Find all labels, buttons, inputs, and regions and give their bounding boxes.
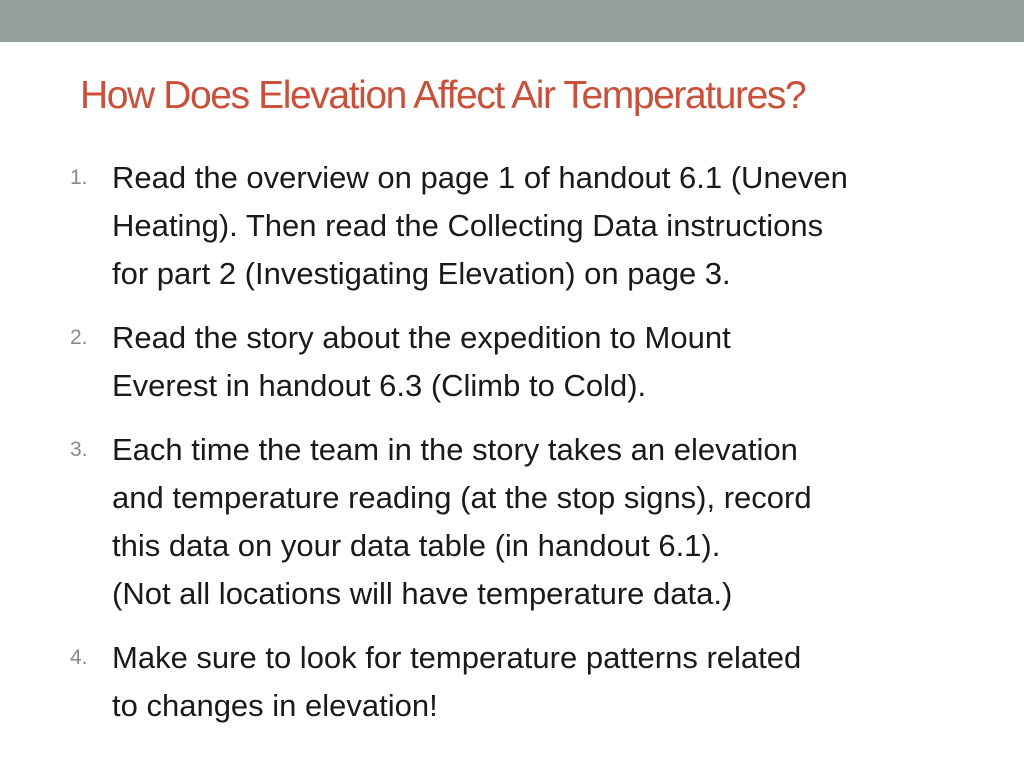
step-text-line: (Not all locations will have temperature data.) [112,576,733,611]
list-item-step-2 [70,314,990,410]
list-item-step-1 [70,154,990,298]
list-item-step-4 [70,634,990,730]
step-text-line: Read the story about the expedition to Mount [112,320,731,355]
step-number: 3. [70,438,88,461]
slide-title: How Does Elevation Affect Air Temperatures? [80,74,806,117]
step-text-line: Everest in handout 6.3 (Climb to Cold). [112,368,647,403]
step-text-line: for part 2 (Investigating Elevation) on page 3. [112,256,731,291]
step-number: 4. [70,646,88,669]
step-number: 1. [70,166,88,189]
step-text-line: to changes in elevation! [112,688,438,723]
step-text-line: Each time the team in the story takes an elevation [112,432,798,467]
step-text-line: and temperature reading (at the stop signs), record [112,480,812,515]
list-item-step-3 [70,426,990,618]
step-text-line: Make sure to look for temperature patterns related [112,640,802,675]
step-number: 2. [70,326,88,349]
step-text-line: Read the overview on page 1 of handout 6.1 (Uneven [112,160,848,195]
header-bar [0,0,1024,42]
instruction-list [70,154,990,746]
step-text-line: Heating). Then read the Collecting Data instructions [112,208,824,243]
step-text-line: this data on your data table (in handout 6.1). [112,528,721,563]
